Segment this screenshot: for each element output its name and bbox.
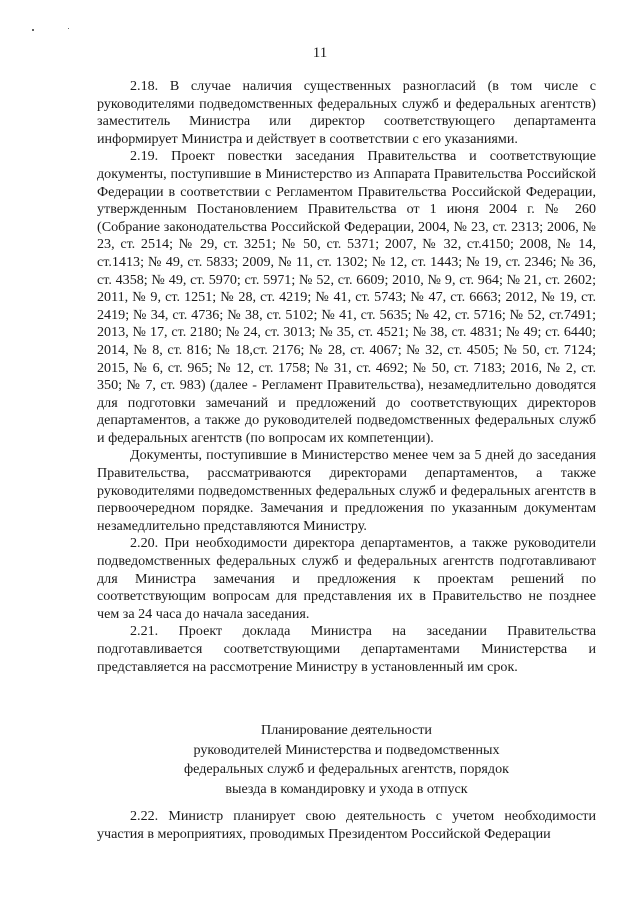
scan-speck	[32, 29, 34, 31]
page-number: 11	[312, 45, 328, 61]
paragraph-2-18: 2.18. В случае наличия существенных разногласий (в том числе с руководителями подведомственных федеральных служб и федеральных агентств) заместитель Министра или директор соответствующего департамента информирует Министра и действует в соответствии с его указаниями.	[97, 78, 596, 147]
paragraph-2-19: 2.19. Проект повестки заседания Правительства и соответствующие документы, поступившие в Министерство из Аппарата Правительства Российской Федерации в соответствии с Регламентом Правительства Российской Федерации, утвержденным Постановлением Правительства от 1 июня 2004 г. № 260 (Собрание законодательства Российской Федерации, 2004, № 23, ст. 2313; 2006, № 23, ст. 2514; № 29, ст. 3251; № 50, ст. 5371; 2007, № 32, ст.4150; 2008, № 14, ст.1413; № 49, ст. 5833; 2009, № 11, ст. 1302; № 12, ст. 1443; № 19, ст. 2346; № 36, ст. 4358; № 49, ст. 5970; ст. 5971; № 52, ст. 6609; 2010, № 9, ст. 964; № 21, ст. 2602; 2011, № 9, ст. 1251; № 28, ст. 4219; № 41, ст. 5743; № 47, ст. 6663; 2012, № 19, ст. 2419; № 34, ст. 4736; № 38, ст. 5102; № 41, ст. 5635; № 42, ст. 5716; № 52, ст.7491; 2013, № 17, ст. 2180; № 24, ст. 3013; № 35, ст. 4521; № 38, ст. 4831; № 49; ст. 6440; 2014, № 8, ст. 816; № 18,ст. 2176; № 28, ст. 4067; № 32, ст. 4505; № 50, ст. 7124; 2015, № 6, ст. 965; № 12, ст. 1758; № 31, ст. 4692; № 50, ст. 7183; 2016, № 2, ст. 350; № 7, ст. 983) (далее - Регламент Правительства), незамедлительно доводятся для подготовки замечаний и предложений до соответствующих директоров департаментов, а также до руководителей подведомственных федеральных служб и федеральных агентств (по вопросам их компетенции).	[97, 148, 596, 446]
paragraph-2-21: 2.21. Проект доклада Министра на заседании Правительства подготавливается соответствующими департаментами Министерства и представляется на рассмотрение Министру в установленный им срок.	[97, 623, 596, 675]
scan-speck	[68, 28, 69, 29]
heading-line: выезда в командировку и ухода в отпуск	[225, 780, 468, 797]
heading-line: федеральных служб и федеральных агентств, порядок	[184, 761, 509, 777]
body-text	[97, 78, 596, 676]
body-text-continued	[97, 807, 596, 843]
heading-line: Планирование деятельности	[261, 722, 432, 738]
heading-line: руководителей Министерства и подведомственных	[193, 741, 500, 758]
paragraph-documents: Документы, поступившие в Министерство менее чем за 5 дней до заседания Правительства, рассматриваются директорами департаментов, а также руководителями подведомственных федеральных служб и федеральных агентств в первоочередном порядке. Замечания и предложения по указанным документам незамедлительно представляются Министру.	[97, 447, 596, 534]
paragraph-2-22: 2.22. Министр планирует свою деятельность с учетом необходимости участия в мероприятиях, проводимых Президентом Российской Федерации	[97, 808, 596, 842]
section-heading	[97, 721, 596, 799]
paragraph-2-20: 2.20. При необходимости директора департаментов, а также руководители подведомственных федеральных служб и федеральных агентств подготавливают для Министра замечания и предложения к проектам решений по соответствующим вопросам для представления их в Правительство не позднее чем за 24 часа до начала заседания.	[97, 535, 596, 622]
